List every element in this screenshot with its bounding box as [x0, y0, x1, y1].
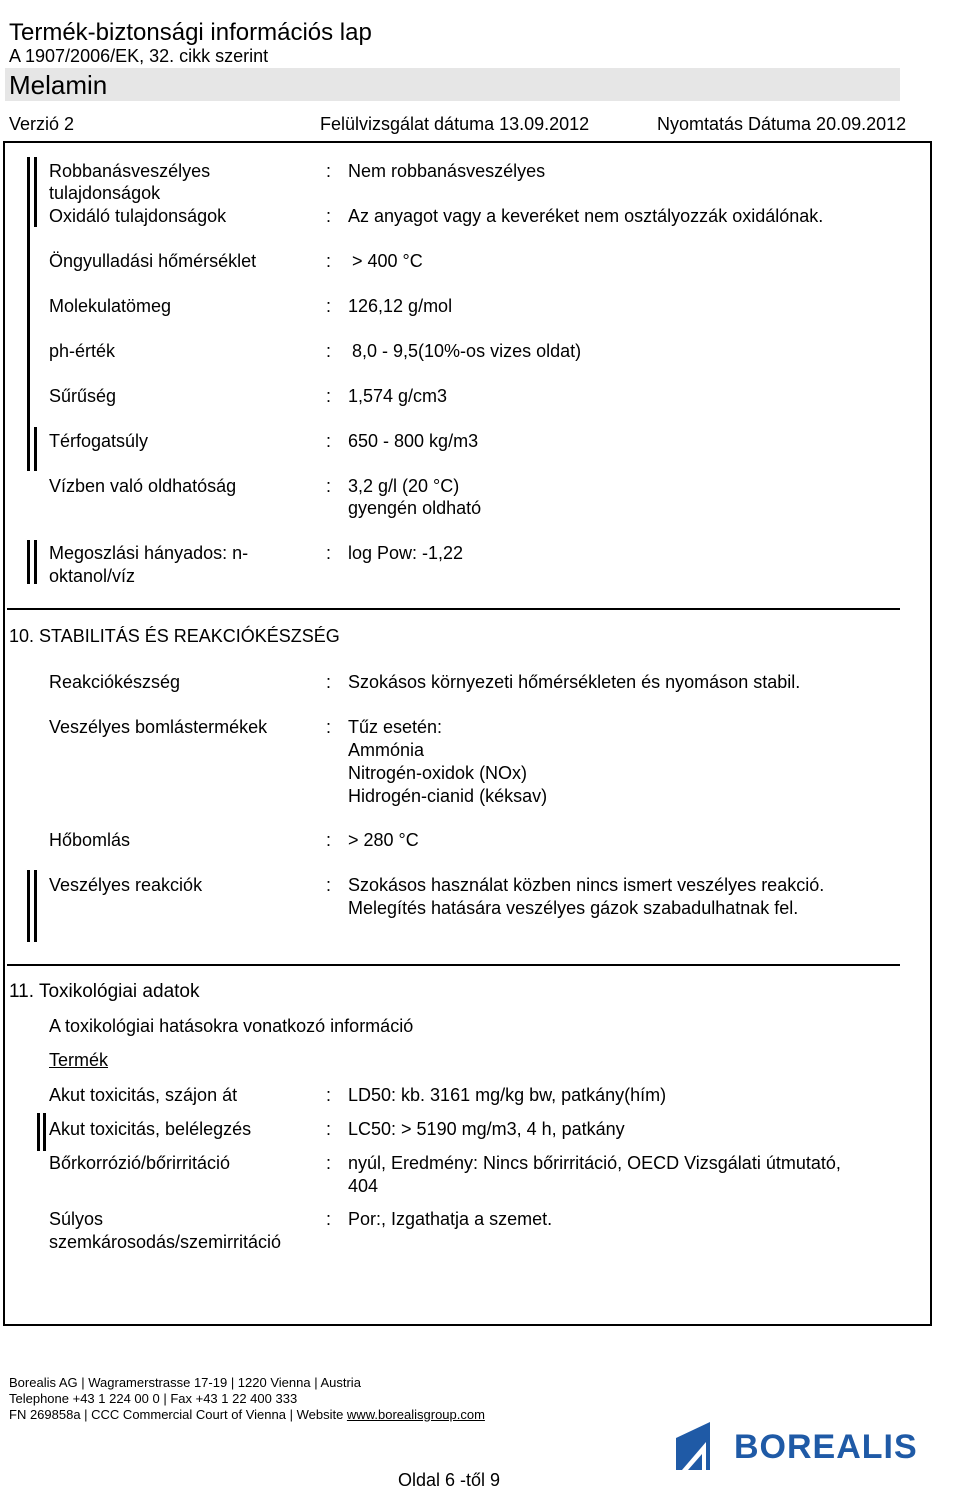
reactivity-value: Szokásos környezeti hőmérsékleten és nyomáson stabil.	[348, 672, 801, 692]
colon: :	[326, 386, 332, 406]
prop-label: Öngyulladási hőmérséklet	[49, 251, 257, 271]
logo-wordmark: BOREALIS	[734, 1428, 918, 1466]
tox-value: Por:, Izgathatja a szemet.	[348, 1209, 553, 1229]
colon: :	[326, 296, 332, 316]
colon: :	[326, 830, 332, 850]
hazardous-reactions-value: Melegítés hatására veszélyes gázok szabadulhatnak fel.	[348, 898, 799, 918]
colon: :	[326, 341, 332, 361]
revision-date: Felülvizsgálat dátuma 13.09.2012	[320, 114, 590, 134]
prop-value: 650 - 800 kg/m3	[348, 431, 479, 451]
prop-label: Megoszlási hányados: n-	[49, 543, 249, 563]
tox-value: 404	[348, 1176, 379, 1196]
decomposition-value: Ammónia	[348, 740, 425, 760]
tox-label: Akut toxicitás, belélegzés	[49, 1119, 252, 1139]
tox-subheading: A toxikológiai hatásokra vonatkozó információ	[49, 1016, 414, 1036]
borealis-logo	[676, 1422, 956, 1470]
tox-value: LD50: kb. 3161 mg/kg bw, patkány(hím)	[348, 1085, 667, 1105]
prop-value: Nem robbanásveszélyes	[348, 161, 546, 181]
colon: :	[326, 251, 332, 271]
prop-label: Molekulatömeg	[49, 296, 172, 316]
colon: :	[326, 1085, 332, 1105]
page-number: Oldal 6 -től 9	[398, 1470, 501, 1490]
change-bar	[27, 427, 30, 471]
prop-value: 8,0 - 9,5(10%-os vizes oldat)	[352, 341, 582, 361]
hazardous-reactions-label: Veszélyes reakciók	[49, 875, 203, 895]
footer-address: Borealis AG | Wagramerstrasse 17-19 | 1220 Vienna | Austria	[9, 1375, 361, 1390]
tox-label: Akut toxicitás, szájon át	[49, 1085, 238, 1105]
tox-value: LC50: > 5190 mg/m3, 4 h, patkány	[348, 1119, 625, 1139]
change-bar	[34, 157, 37, 227]
colon: :	[326, 1153, 332, 1173]
section-11-heading: 11. Toxikológiai adatok	[9, 981, 200, 1002]
colon: :	[326, 431, 332, 451]
change-bar	[37, 1113, 40, 1151]
thermal-decomposition-value: > 280 °C	[348, 830, 419, 850]
regulation-subtitle: A 1907/2006/EK, 32. cikk szerint	[9, 46, 269, 66]
prop-label: tulajdonságok	[49, 183, 161, 203]
hazardous-reactions-value: Szokásos használat közben nincs ismert veszélyes reakció.	[348, 875, 825, 895]
change-bar	[34, 870, 37, 942]
colon: :	[326, 672, 332, 692]
prop-label: Robbanásveszélyes	[49, 161, 211, 181]
tox-label: szemkárosodás/szemirritáció	[49, 1232, 282, 1252]
prop-value: gyengén oldható	[348, 498, 482, 518]
change-bar	[27, 157, 30, 227]
tox-label: Súlyos	[49, 1209, 104, 1229]
decomposition-label: Veszélyes bomlástermékek	[49, 717, 268, 737]
product-subheading: Termék	[49, 1050, 109, 1070]
colon: :	[326, 543, 332, 563]
colon: :	[326, 1119, 332, 1139]
colon: :	[326, 717, 332, 737]
colon: :	[326, 476, 332, 496]
prop-label: ph-érték	[49, 341, 116, 361]
change-bar	[27, 870, 30, 942]
prop-value: Az anyagot vagy a keveréket nem osztályozzák oxidálónak.	[348, 206, 824, 226]
section-divider	[7, 964, 900, 966]
prop-label: Oxidáló tulajdonságok	[49, 206, 227, 226]
product-name: Melamin	[9, 70, 108, 100]
reactivity-label: Reakciókészség	[49, 672, 181, 692]
change-bar	[34, 540, 37, 584]
prop-label: Vízben való oldhatóság	[49, 476, 237, 496]
colon: :	[326, 206, 332, 226]
print-date: Nyomtatás Dátuma 20.09.2012	[657, 114, 907, 134]
change-bar	[27, 227, 30, 427]
change-bar	[27, 540, 30, 584]
tox-label: Bőrkorrózió/bőrirritáció	[49, 1153, 231, 1173]
decomposition-value: Nitrogén-oxidok (NOx)	[348, 763, 528, 783]
prop-value: 126,12 g/mol	[348, 296, 453, 316]
prop-label: Térfogatsúly	[49, 431, 149, 451]
prop-value: > 400 °C	[352, 251, 423, 271]
prop-value: 1,574 g/cm3	[348, 386, 448, 406]
document-title: Termék-biztonsági információs lap	[9, 19, 372, 46]
website-link[interactable]: www.borealisgroup.com	[346, 1407, 485, 1422]
prop-value: log Pow: -1,22	[348, 543, 464, 563]
prop-value: 3,2 g/l (20 °C)	[348, 476, 460, 496]
footer-registry-text: FN 269858a | CCC Commercial Court of Vienna | Website	[9, 1407, 347, 1422]
footer-phone: Telephone +43 1 224 00 0 | Fax +43 1 22 400 333	[9, 1391, 298, 1406]
product-bar	[5, 68, 900, 101]
decomposition-value: Tűz esetén:	[348, 717, 443, 737]
prop-label: oktanol/víz	[49, 566, 136, 586]
change-bar	[43, 1113, 46, 1151]
colon: :	[326, 875, 332, 895]
decomposition-value: Hidrogén-cianid (kéksav)	[348, 786, 548, 806]
footer-registry	[9, 1407, 485, 1422]
section-divider	[7, 608, 900, 610]
logo-mark-icon	[676, 1422, 726, 1470]
section-10-heading: 10. STABILITÁS ÉS REAKCIÓKÉSZSÉG	[9, 626, 340, 646]
change-bar	[34, 427, 37, 471]
colon: :	[326, 161, 332, 181]
colon: :	[326, 1209, 332, 1229]
tox-value: nyúl, Eredmény: Nincs bőrirritáció, OECD Vizsgálati útmutató,	[348, 1153, 841, 1173]
prop-label: Sűrűség	[49, 386, 117, 406]
version-label: Verzió 2	[9, 114, 75, 134]
thermal-decomposition-label: Hőbomlás	[49, 830, 131, 850]
